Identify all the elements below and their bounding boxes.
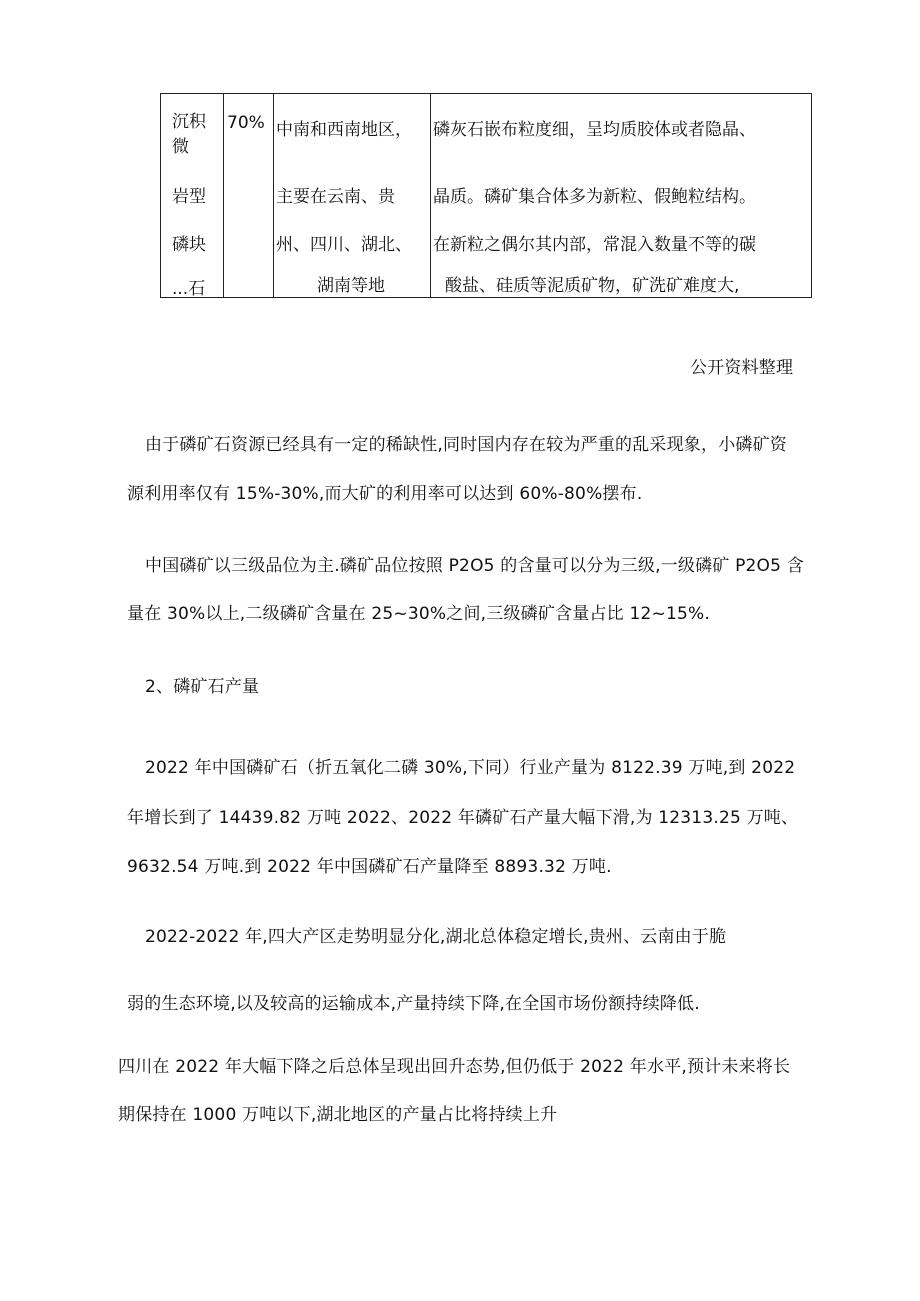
table-cell-region: 中南和西南地区， [276, 120, 412, 140]
table-cell-description: 在新粒之偶尔其内部，常混入数量不等的碳 [433, 235, 756, 255]
table-cell-region: 主要在云南、贵 [276, 187, 395, 207]
table-cell-region: 州、四川、湖北、 [276, 235, 412, 255]
table-divider [430, 93, 431, 298]
paragraph-line: 中国磷矿以三级品位为主.磷矿品位按照 P2O5 的含量可以分为三级,一级磷矿 P2O5 含 [145, 556, 804, 576]
table-cell-type: 岩型 [172, 187, 206, 207]
paragraph-line: 2022-2022 年,四大产区走势明显分化,湖北总体稳定增长,贵州、云南由于脆 [145, 927, 727, 947]
paragraph-line: 弱的生态环境,以及较高的运输成本,产量持续下降,在全国市场份额持续降低. [127, 994, 700, 1014]
paragraph-line: 由于磷矿石资源已经具有一定的稀缺性,同时国内存在较为严重的乱采现象，小磷矿资 [145, 435, 788, 455]
source-note: 公开资料整理 [690, 358, 794, 378]
paragraph-line: 源利用率仅有 15%-30%,而大矿的利用率可以达到 60%-80%摆布. [127, 484, 643, 504]
paragraph-line: 量在 30%以上,二级磷矿含量在 25~30%之间,三级磷矿含量占比 12~15%. [127, 604, 710, 624]
table-cell-region: 湖南等地 [317, 276, 385, 296]
table-cell-share: 70% [227, 113, 265, 133]
paragraph-line: 年增长到了 14439.82 万吨 2022、2022 年磷矿石产量大幅下滑,为 12313.25 万吨、 [127, 808, 799, 828]
table-cell-description: 磷灰石嵌布粒度细，呈均质胶体或者隐晶、 [433, 120, 756, 140]
table-cell-type: 磷块 [172, 235, 206, 255]
paragraph-line: 期保持在 1000 万吨以下,湖北地区的产量占比将持续上升 [118, 1105, 558, 1125]
paragraph-line: 9632.54 万吨.到 2022 年中国磷矿石产量降至 8893.32 万吨. [127, 857, 612, 877]
table-cell-description: 酸盐、硅质等泥质矿物，矿洗矿难度大, [445, 276, 740, 296]
table-cell-type: ...石 [172, 279, 206, 299]
paragraph-line: 四川在 2022 年大幅下降之后总体呈现出回升态势,但仍低于 2022 年水平,预计未来将长 [118, 1057, 791, 1077]
table-cell-type: 沉积 [172, 112, 206, 132]
table-cell-description: 晶质。磷矿集合体多为新粒、假鲍粒结构。 [433, 187, 756, 207]
table-cell-type: 微 [172, 137, 189, 157]
table-divider [273, 93, 274, 298]
table-divider [223, 93, 224, 298]
paragraph-line: 2022 年中国磷矿石（折五氧化二磷 30%,下同）行业产量为 8122.39 万吨,到 2022 [145, 758, 796, 778]
section-heading: 2、磷矿石产量 [145, 677, 260, 697]
